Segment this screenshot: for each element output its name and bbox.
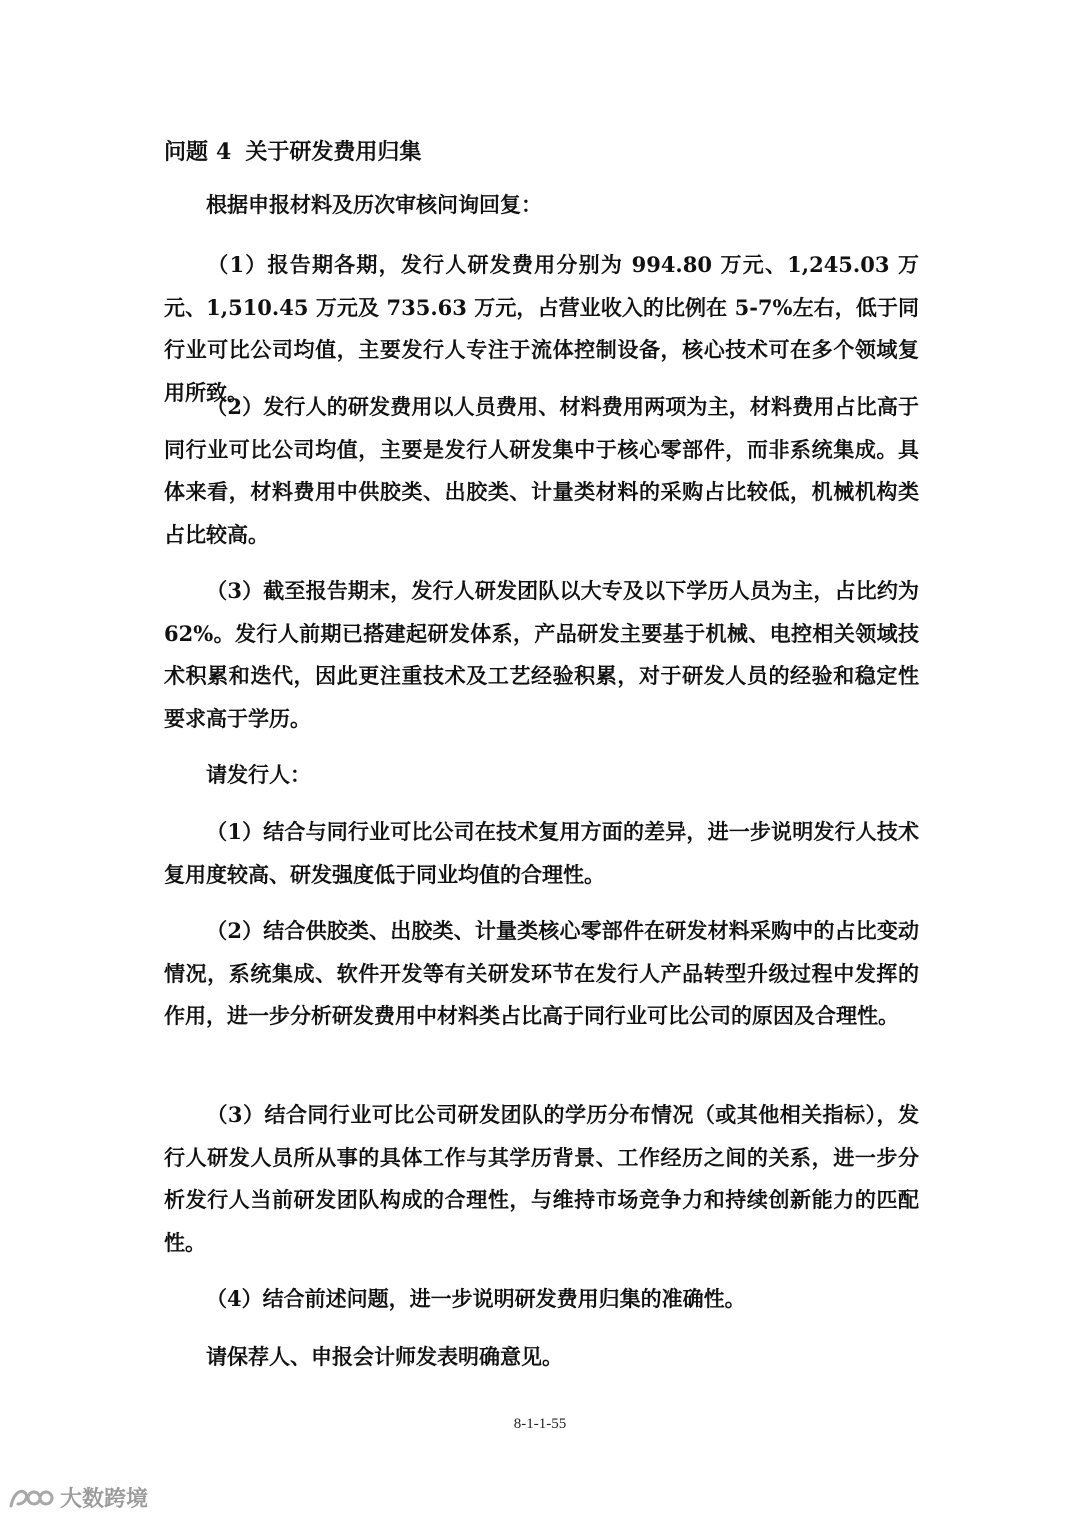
background-item-3: （3）截至报告期末，发行人研发团队以大专及以下学历人员为主，占比约为 62%。发行人前期已搭建起研发体系，产品研发主要基于机械、电控相关领域技术积累和迭代，因此更注重技术及工艺经验积累，对于研发人员的经验和稳定性要求高于学历。: [164, 578, 919, 731]
closing-request: 请保荐人、申报会计师发表明确意见。: [206, 1344, 563, 1369]
background-item-2: （2）发行人的研发费用以人员费用、材料费用两项为主，材料费用占比高于同行业可比公司均值，主要是发行人研发集中于核心零部件，而非系统集成。具体来看，材料费用中供胶类、出胶类、计量类材料的采购占比较低，机械机构类占比较高。: [164, 394, 919, 547]
page-number: 8-1-1-55: [513, 1416, 567, 1432]
intro-paragraph: 根据申报材料及历次审核问询回复：: [206, 192, 542, 217]
request-item-1: （1）结合与同行业可比公司在技术复用方面的差异，进一步说明发行人技术复用度较高、研发强度低于同业均值的合理性。: [164, 819, 919, 887]
question-title: 关于研发费用归集: [245, 139, 422, 165]
brand-logo-icon: [8, 1484, 54, 1512]
question-prefix: 问题: [164, 139, 209, 165]
request-item-3: （3）结合同行业可比公司研发团队的学历分布情况（或其他相关指标），发行人研发人员所从事的具体工作与其学历背景、工作经历之间的关系，进一步分析发行人当前研发团队构成的合理性，与维持市场竞争力和持续创新能力的匹配性。: [164, 1102, 919, 1255]
question-number: 4: [216, 139, 232, 165]
question-heading: [164, 132, 421, 172]
watermark-text: 大数跨境: [60, 1487, 149, 1512]
request-intro: 请发行人：: [206, 762, 311, 787]
background-item-1: （1）报告期各期，发行人研发费用分别为 994.80 万元、1,245.03 万元、1,510.45 万元及 735.63 万元，占营业收入的比例在 5-7%左右，低于同行业可比公司均值，主要发行人专注于流体控制设备，核心技术可在多个领域复用所致。: [164, 252, 919, 405]
request-item-4: （4）结合前述问题，进一步说明研发费用归集的准确性。: [206, 1286, 746, 1311]
request-item-2: （2）结合供胶类、出胶类、计量类核心零部件在研发材料采购中的占比变动情况，系统集成、软件开发等有关研发环节在发行人产品转型升级过程中发挥的作用，进一步分析研发费用中材料类占比高于同行业可比公司的原因及合理性。: [164, 918, 919, 1028]
watermark: [8, 1482, 148, 1513]
